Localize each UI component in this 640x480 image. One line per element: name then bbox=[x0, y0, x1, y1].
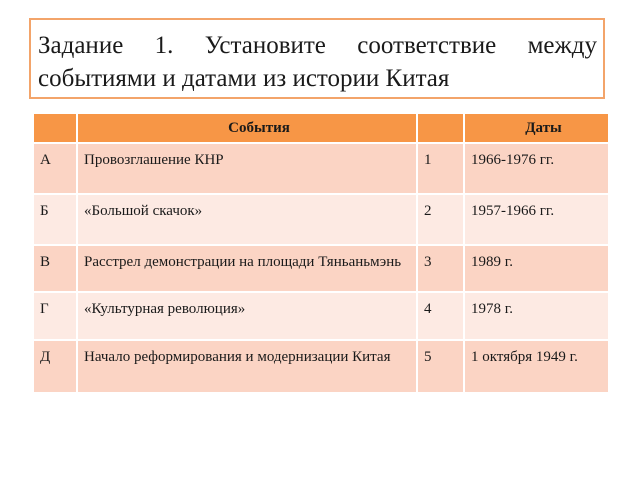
table-row bbox=[33, 292, 609, 340]
row-event: «Большой скачок» bbox=[77, 194, 417, 245]
row-letter: В bbox=[33, 245, 77, 292]
row-letter: А bbox=[33, 143, 77, 194]
header-letter bbox=[33, 113, 77, 143]
table-row bbox=[33, 143, 609, 194]
title-word: соответствие bbox=[357, 32, 497, 59]
row-number: 3 bbox=[417, 245, 464, 292]
row-letter: Б bbox=[33, 194, 77, 245]
row-date: 1 октября 1949 г. bbox=[464, 340, 609, 393]
row-date: 1966-1976 гг. bbox=[464, 143, 609, 194]
title-word: Задание bbox=[38, 32, 124, 59]
row-number: 5 bbox=[417, 340, 464, 393]
row-number: 4 bbox=[417, 292, 464, 340]
row-event: Провозглашение КНР bbox=[77, 143, 417, 194]
row-letter: Д bbox=[33, 340, 77, 393]
row-letter: Г bbox=[33, 292, 77, 340]
title-word: Установите bbox=[204, 32, 326, 59]
row-date: 1978 г. bbox=[464, 292, 609, 340]
title-word: между bbox=[527, 32, 597, 59]
row-date: 1957-1966 гг. bbox=[464, 194, 609, 245]
row-event: «Культурная революция» bbox=[77, 292, 417, 340]
task-title-line-1 bbox=[38, 29, 597, 63]
matching-table bbox=[32, 112, 610, 394]
row-number: 1 bbox=[417, 143, 464, 194]
row-number: 2 bbox=[417, 194, 464, 245]
header-dates: Даты bbox=[464, 113, 609, 143]
table-header-row bbox=[33, 113, 609, 143]
title-word: 1. bbox=[154, 32, 174, 59]
task-title-box bbox=[29, 18, 605, 99]
header-number bbox=[417, 113, 464, 143]
table-row bbox=[33, 245, 609, 292]
header-events: События bbox=[77, 113, 417, 143]
row-date: 1989 г. bbox=[464, 245, 609, 292]
table-row bbox=[33, 340, 609, 393]
task-title-line-2: событиями и датами из истории Китая bbox=[38, 65, 450, 92]
row-event: Расстрел демонстрации на площади Тяньаньмэнь bbox=[77, 245, 417, 292]
row-event: Начало реформирования и модернизации Китая bbox=[77, 340, 417, 393]
table-row bbox=[33, 194, 609, 245]
